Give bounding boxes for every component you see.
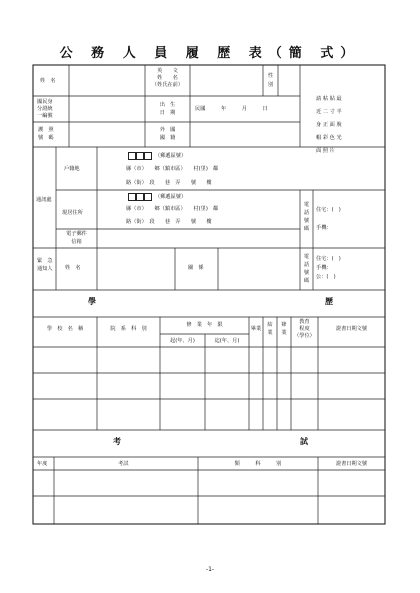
label-email-2: 信箱 xyxy=(71,239,82,245)
label-household: 戶籍地 xyxy=(64,166,80,172)
label-passport: 護 照 xyxy=(38,127,54,133)
col-degree-2: 程度 xyxy=(299,326,310,332)
birth-date-value: 民國 年 月 日 xyxy=(195,106,268,112)
label-id-number-3: 一編號 xyxy=(37,113,53,119)
label-emergency: 緊 急 xyxy=(37,258,53,264)
home-phone: 住宅：( ) xyxy=(316,207,341,213)
household-address-line1: 縣（市） 鄉（鎮市區） 村(里) 鄰 xyxy=(126,166,219,172)
postal-box-5[interactable] xyxy=(136,193,144,201)
emergency-mobile: 手機： xyxy=(316,265,332,271)
label-phone-6: 話 xyxy=(303,262,310,268)
col-completed-2: 業 xyxy=(267,330,273,336)
postal-box-3[interactable] xyxy=(144,152,152,160)
photo-instruction-4: 帽 彩 色 光 xyxy=(316,135,342,141)
label-gender: 性 xyxy=(267,73,274,79)
label-emergency-name: 姓 名 xyxy=(65,265,81,271)
photo-instruction-2: 近 二 寸 半 xyxy=(316,109,342,115)
label-address: 通訊處 xyxy=(36,197,52,203)
col-degree: 教育 xyxy=(299,319,310,325)
current-address-line2: 路（街） 段 巷 弄 號 樓 xyxy=(126,219,212,225)
photo-instruction-5: 面 照 片 xyxy=(316,148,335,154)
col-department: 院 系 科 別 xyxy=(110,326,147,332)
label-english-name: 英 文 xyxy=(157,68,178,74)
education-header-left: 學 xyxy=(88,296,96,306)
label-gender-2: 別 xyxy=(267,82,274,88)
col-category: 類 科 別 xyxy=(234,461,282,467)
col-period: 修 業 年 限 xyxy=(186,322,223,328)
label-id-number: 國民身 xyxy=(37,99,53,105)
label-phone-2: 話 xyxy=(303,210,310,216)
label-current-residence: 現居住所 xyxy=(62,210,83,216)
postal-box-2[interactable] xyxy=(136,152,144,160)
photo-instruction-3: 身 正 面 脫 xyxy=(316,122,342,128)
page-title: 公 務 人 員 履 歷 表（簡 式） xyxy=(59,46,361,61)
current-address-line1: 縣（市） 鄉（鎮市區） 村(里) 鄰 xyxy=(126,206,219,212)
postal-box-4[interactable] xyxy=(128,193,136,201)
col-year: 年度 xyxy=(37,461,48,467)
col-completed: 結 xyxy=(267,322,273,328)
label-birth-date: 出 生 xyxy=(159,102,176,108)
label-phone-5: 電 xyxy=(303,254,310,260)
label-english-name-note: （姓氏在前） xyxy=(151,82,184,88)
label-phone-7: 號 xyxy=(303,270,310,276)
label-email: 電子郵件 xyxy=(66,231,87,237)
postal-code-label: （郵遞區號） xyxy=(155,153,187,159)
postal-code-label-2: （郵遞區號） xyxy=(155,194,187,200)
label-phone-8: 碼 xyxy=(303,278,310,284)
photo-instruction-1: 請 粘 貼 最 xyxy=(316,96,342,102)
label-english-name-2: 姓 名 xyxy=(157,75,178,81)
label-phone-1: 電 xyxy=(303,202,310,208)
col-exam-certificate: 證書日期文號 xyxy=(335,461,368,467)
label-phone-3: 號 xyxy=(303,218,310,224)
emergency-home-phone: 住宅：( ) xyxy=(316,256,341,262)
exam-header-left: 考 xyxy=(113,436,121,446)
col-certificate: 證書日期文號 xyxy=(335,326,368,332)
label-phone-4: 碼 xyxy=(303,226,310,232)
col-incomplete: 肄 xyxy=(281,322,287,328)
col-graduated: 畢業 xyxy=(250,326,262,332)
household-address-line2: 路（街） 段 巷 弄 號 樓 xyxy=(126,180,212,186)
col-incomplete-2: 業 xyxy=(281,330,287,336)
label-birth-date-2: 日 期 xyxy=(159,110,176,116)
col-school: 學 校 名 稱 xyxy=(46,326,84,332)
label-nationality: 外 國 xyxy=(159,127,176,133)
postal-box-6[interactable] xyxy=(144,193,152,201)
col-exam-name: 考試 xyxy=(118,461,129,467)
col-degree-3: （學位） xyxy=(294,333,315,339)
postal-box-1[interactable] xyxy=(128,152,136,160)
mobile-phone: 手機： xyxy=(316,225,332,231)
education-header-right: 歷 xyxy=(325,296,333,306)
col-to: 迄(年、月) xyxy=(214,338,240,344)
label-name: 姓 名 xyxy=(40,78,56,84)
label-nationality-2: 國 籍 xyxy=(159,135,176,141)
col-from: 起(年、月) xyxy=(170,338,195,344)
exam-header-right: 試 xyxy=(300,436,308,446)
page-number: -1- xyxy=(205,566,215,573)
label-passport-2: 號 碼 xyxy=(38,135,54,141)
label-id-number-2: 分證統 xyxy=(37,106,53,112)
label-relation: 關 係 xyxy=(188,265,204,271)
emergency-office-phone: 公：( ) xyxy=(316,274,336,280)
label-emergency-2: 通知人 xyxy=(37,266,53,272)
